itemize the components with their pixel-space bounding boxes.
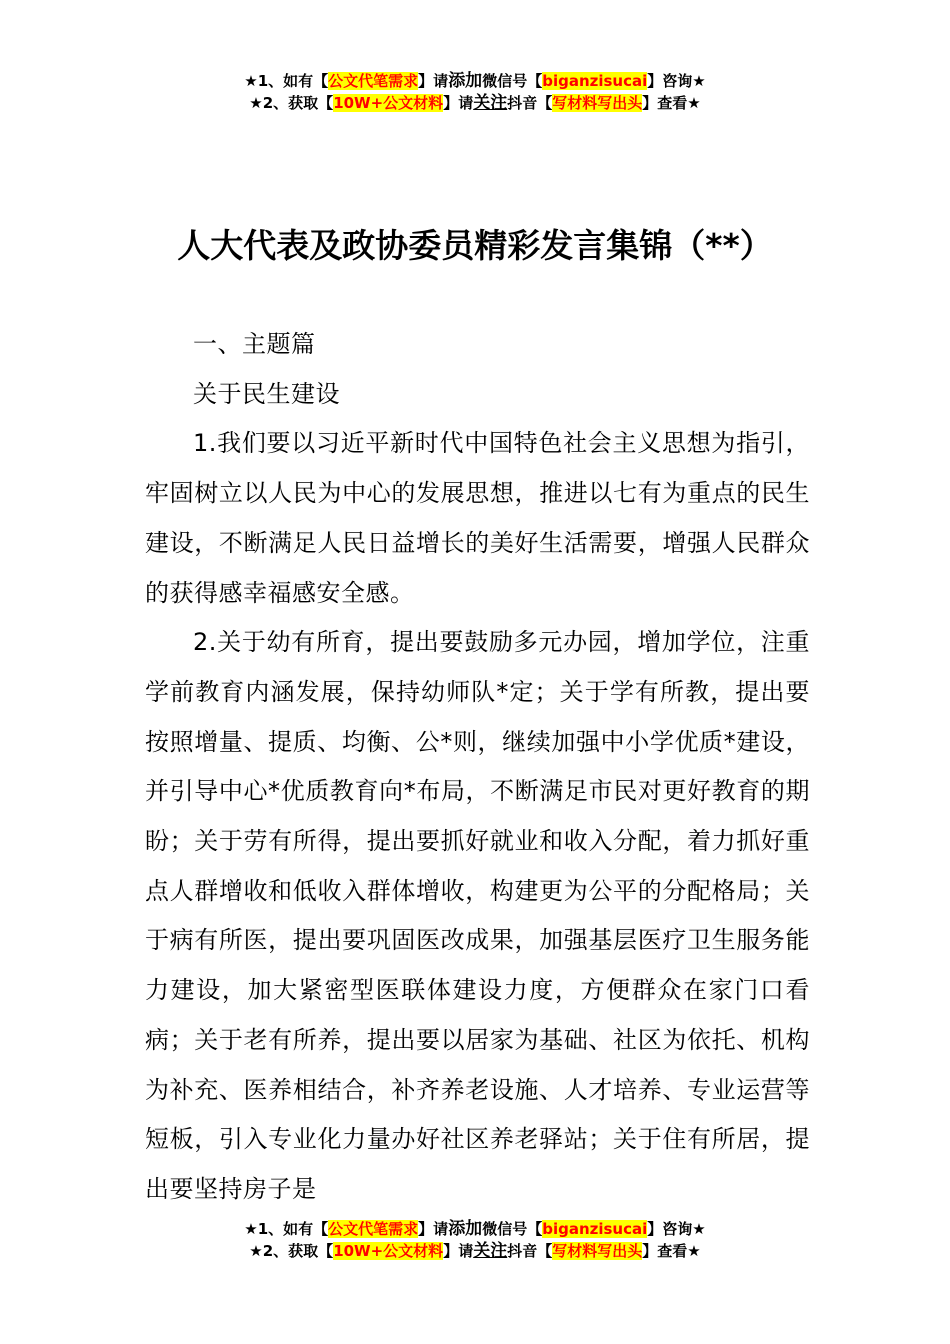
highlight-douyin-account: 写材料写出头	[552, 1242, 643, 1260]
document-body	[145, 320, 810, 1215]
highlight-service: 公文代笔需求	[328, 1220, 419, 1238]
paragraph: 1.我们要以习近平新时代中国特色社会主义思想为指引，牢固树立以人民为中心的发展思想，推进以七有为重点的民生建设，不断满足人民日益增长的美好生活需要，增强人民群众的获得感幸福感安全感。	[145, 429, 810, 607]
banner-line-1: ★1、如有【公文代笔需求】请添加微信号【biganzisucai】咨询★	[244, 1219, 706, 1239]
document-title: 人大代表及政协委员精彩发言集锦（**）	[177, 226, 773, 265]
footer-banner	[0, 1218, 950, 1262]
highlight-douyin-account: 写材料写出头	[552, 94, 643, 112]
paragraph: 2.关于幼有所育，提出要鼓励多元办园，增加学位，注重学前教育内涵发展，保持幼师队*定；关于学有所教，提出要按照增量、提质、均衡、公*则，继续加强中小学优质*建设，并引导中心*优质教育向*布局，不断满足市民对更好教育的期盼；关于劳有所得，提出要抓好就业和收入分配，着力抓好重点人群增收和低收入群体增收，构建更为公平的分配格局；关于病有所医，提出要巩固医改成果，加强基层医疗卫生服务能力建设，加大紧密型医联体建设力度，方便群众在家门口看病；关于老有所养，提出要以居家为基础、社区为依托、机构为补充、医养相结合，补齐养老设施、人才培养、专业运营等短板，引入专业化力量办好社区养老驿站；关于住有所居，提出要坚持房子是	[145, 628, 810, 1203]
highlight-service: 公文代笔需求	[328, 72, 419, 90]
header-banner	[0, 70, 950, 114]
section-heading: 一、主题篇	[193, 330, 316, 358]
banner-line-1: ★1、如有【公文代笔需求】请添加微信号【biganzisucai】咨询★	[244, 71, 706, 91]
highlight-materials: 10W+公文材料	[333, 1242, 444, 1260]
banner-line-2: ★2、获取【10W+公文材料】请关注抖音【写材料写出头】查看★	[249, 93, 701, 113]
highlight-materials: 10W+公文材料	[333, 94, 444, 112]
highlight-wechat-id: biganzisucai	[542, 72, 648, 90]
banner-line-2: ★2、获取【10W+公文材料】请关注抖音【写材料写出头】查看★	[249, 1241, 701, 1261]
highlight-wechat-id: biganzisucai	[542, 1220, 648, 1238]
subsection-heading: 关于民生建设	[193, 379, 340, 408]
